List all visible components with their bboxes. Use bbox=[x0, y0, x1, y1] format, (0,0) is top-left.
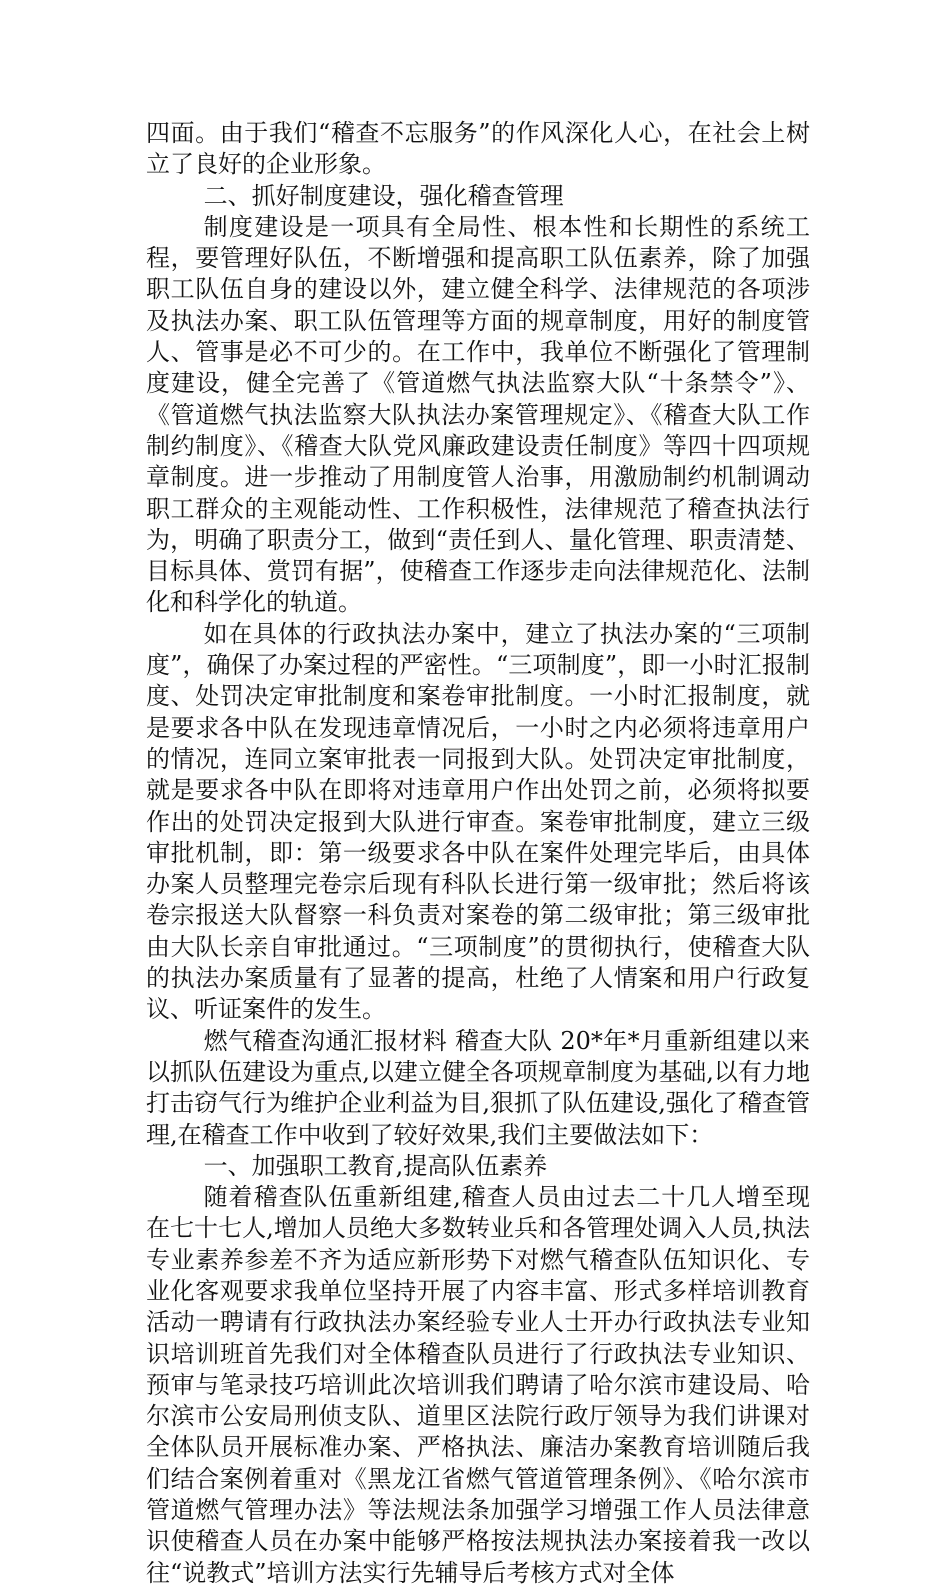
paragraph-system-building: 制度建设是一项具有全局性、根本性和长期性的系统工程，要管理好队伍，不断增强和提高职工队伍素养，除了加强职工队伍自身的建设以外，建立健全科学、法律规范的各项涉及执法办案、职工队伍管理等方面的规章制度，用好的制度管人、管事是必不可少的。在工作中，我单位不断强化了管理制度建设，健全完善了《管道燃气执法监察大队“十条禁令”》、《管道燃气执法监察大队执法办案管理规定》、《稽查大队工作制约制度》、《稽查大队党风廉政建设责任制度》等四十四项规章制度。进一步推动了用制度管人治事，用激励制约机制调动职工群众的主观能动性、工作积极性，法律规范了稽查执法行为，明确了职责分工，做到“责任到人、量化管理、职责清楚、目标具体、赏罚有据”，使稽查工作逐步走向法律规范化、法制化和科学化的轨道。 bbox=[146, 212, 810, 617]
paragraph-three-systems: 如在具体的行政执法办案中，建立了执法办案的“三项制度”，确保了办案过程的严密性。“三项制度”，即一小时汇报制度、处罚决定审批制度和案卷审批制度。一小时汇报制度，就是要求各中队在发现违章情况后，一小时之内必须将违章用户的情况，连同立案审批表一同报到大队。处罚决定审批制度，就是要求各中队在即将对违章用户作出处罚之前，必须将拟要作出的处罚决定报到大队进行审查。案卷审批制度，建立三级审批机制，即：第一级要求各中队在案件处理完毕后，由具体办案人员整理完卷宗后现有科队长进行第一级审批；然后将该卷宗报送大队督察一科负责对案卷的第二级审批；第三级审批由大队长亲自审批通过。“三项制度”的贯彻执行，使稽查大队的执法办案质量有了显著的提高，杜绝了人情案和用户行政复议、听证案件的发生。 bbox=[146, 619, 810, 1024]
section-heading-2: 二、抓好制度建设，强化稽查管理 bbox=[203, 181, 564, 210]
section-heading-1: 一、加强职工教育,提高队伍素养 bbox=[203, 1151, 548, 1180]
document-page bbox=[146, 118, 810, 1589]
paragraph-report-intro: 燃气稽查沟通汇报材料 稽查大队 20*年*月重新组建以来以抓队伍建设为重点,以建立健全各项规章制度为基础,以有力地打击窃气行为维护企业利益为目,狠抓了队伍建设,强化了稽查管理,在稽查工作中收到了较好效果,我们主要做法如下： bbox=[146, 1026, 810, 1149]
paragraph-staff-education: 随着稽查队伍重新组建,稽查人员由过去二十几人增至现在七十七人,增加人员绝大多数转业兵和各管理处调入人员,执法专业素养参差不齐为适应新形势下对燃气稽查队伍知识化、专业化客观要求我单位坚持开展了内容丰富、形式多样培训教育活动一聘请有行政执法办案经验专业人士开办行政执法专业知识培训班首先我们对全体稽查队员进行了行政执法专业知识、预审与笔录技巧培训此次培训我们聘请了哈尔滨市建设局、哈尔滨市公安局刑侦支队、道里区法院行政厅领导为我们讲课对全体队员开展标准办案、严格执法、廉洁办案教育培训随后我们结合案例着重对《黑龙江省燃气管道管理条例》、《哈尔滨市管道燃气管理办法》等法规法条加强学习增强工作人员法律意识使稽查人员在办案中能够严格按法规执法办案接着我一改以往“说教式”培训方法实行先辅导后考核方式对全体 bbox=[146, 1183, 810, 1587]
paragraph-continuation: 四面。由于我们“稽查不忘服务”的作风深化人心，在社会上树立了良好的企业形象。 bbox=[146, 119, 810, 179]
